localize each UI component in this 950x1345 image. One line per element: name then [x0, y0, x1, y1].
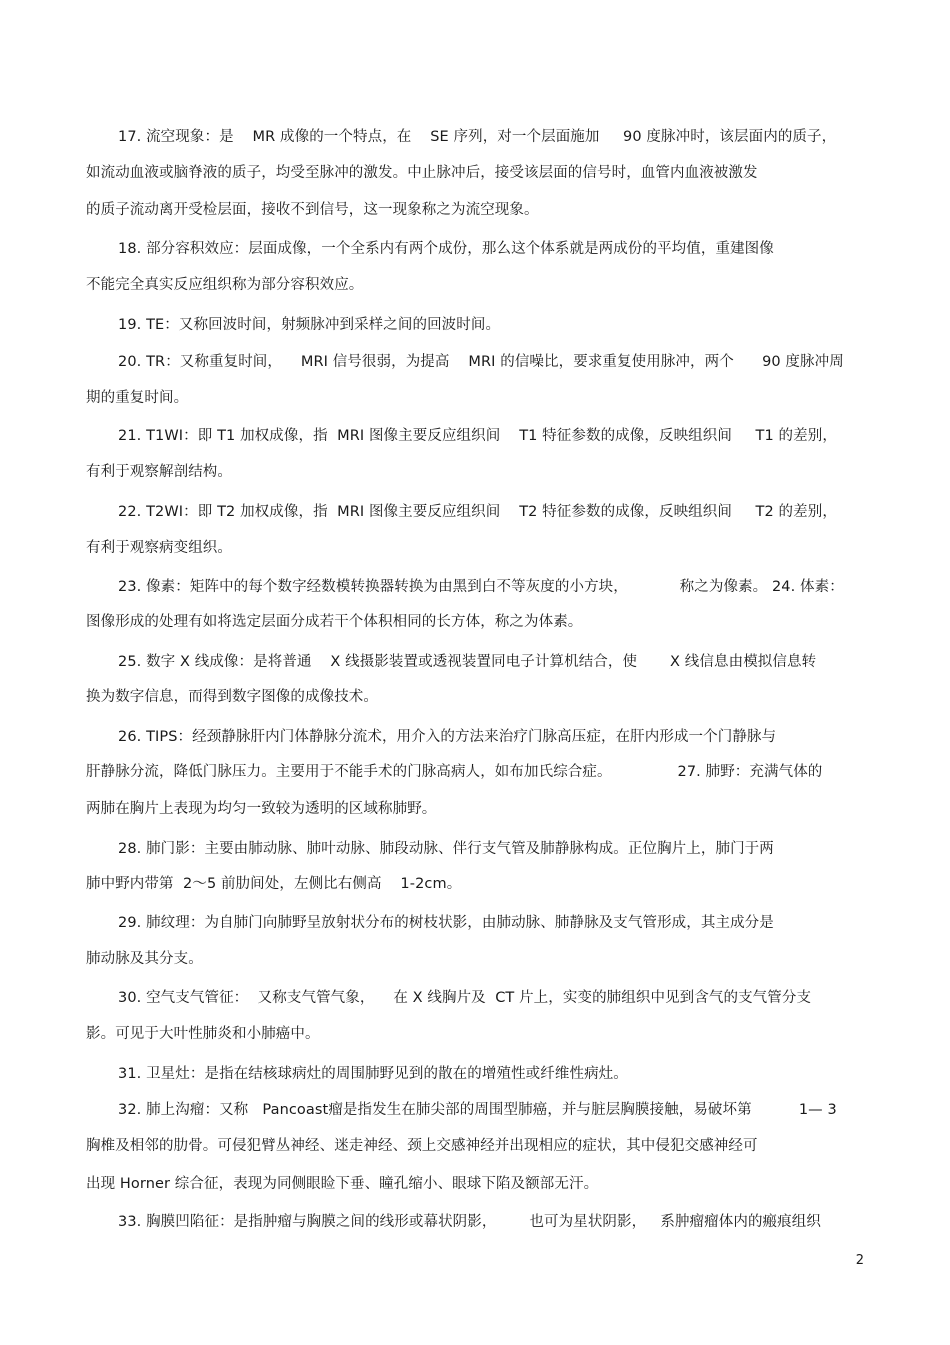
paragraph-20-line-1: 20. TR：又称重复时间， MRI 信号很弱，为提高 MRI 的信噪比，要求重复使用脉冲，两个 90 度脉冲周	[118, 354, 844, 370]
paragraph-22-line-2: 有利于观察病变组织。	[86, 540, 232, 556]
paragraph-23-line-1: 23. 像素：矩阵中的每个数字经数模转换器转换为由黑到白不等灰度的小方块， 称之为像素。 24. 体素：	[118, 579, 844, 595]
paragraph-17-line-1: 17. 流空现象：是 MR 成像的一个特点，在 SE 序列，对一个层面施加 90 度脉冲时，该层面内的质子，	[118, 129, 837, 145]
paragraph-28-line-1: 28. 肺门影：主要由肺动脉、肺叶动脉、肺段动脉、伴行支气管及肺静脉构成。正位胸片上，肺门于两	[118, 841, 774, 857]
paragraph-32-line-2: 胸椎及相邻的肋骨。可侵犯臂丛神经、迷走神经、颈上交感神经并出现相应的症状，其中侵犯交感神经可	[86, 1138, 758, 1154]
paragraph-32-line-3: 出现 Horner 综合征，表现为同侧眼睑下垂、瞳孔缩小、眼球下陷及额部无汗。	[86, 1176, 599, 1192]
paragraph-17-line-2: 如流动血液或脑脊液的质子，均受至脉冲的激发。中止脉冲后，接受该层面的信号时，血管内血液被激发	[86, 165, 758, 181]
paragraph-29-line-1: 29. 肺纹理：为自肺门向肺野呈放射状分布的树枝状影，由肺动脉、肺静脉及支气管形成，其主成分是	[118, 915, 774, 931]
paragraph-22-line-1: 22. T2WI：即 T2 加权成像，指 MRI 图像主要反应组织间 T2 特征参数的成像，反映组织间 T2 的差别，	[118, 504, 837, 520]
paragraph-29-line-2: 肺动脉及其分支。	[86, 951, 203, 967]
paragraph-31-line-1: 31. 卫星灶：是指在结核球病灶的周围肺野见到的散在的增殖性或纤维性病灶。	[118, 1066, 628, 1082]
paragraph-33-line-1: 33. 胸膜凹陷征：是指肿瘤与胸膜之间的线形或幕状阴影， 也可为星状阴影， 系肿瘤瘤体内的瘢痕组织	[118, 1214, 821, 1230]
paragraph-30-line-2: 影。可见于大叶性肺炎和小肺癌中。	[86, 1026, 320, 1042]
paragraph-27-line-2: 两肺在胸片上表现为均匀一致较为透明的区域称肺野。	[86, 801, 437, 817]
paragraph-25-line-2: 换为数字信息，而得到数字图像的成像技术。	[86, 689, 378, 705]
paragraph-18-line-2: 不能完全真实反应组织称为部分容积效应。	[86, 277, 364, 293]
paragraph-21-line-2: 有利于观察解剖结构。	[86, 464, 232, 480]
paragraph-28-line-2: 肺中野内带第 2～5 前肋间处，左侧比右侧高 1-2cm。	[86, 876, 462, 892]
paragraph-21-line-1: 21. T1WI：即 T1 加权成像，指 MRI 图像主要反应组织间 T1 特征参数的成像，反映组织间 T1 的差别，	[118, 428, 837, 444]
paragraph-20-line-2: 期的重复时间。	[86, 390, 189, 406]
paragraph-26-line-2: 肝静脉分流，降低门脉压力。主要用于不能手术的门脉高病人，如布加氏综合症。 27. 肺野：充满气体的	[86, 764, 823, 780]
paragraph-17-line-3: 的质子流动离开受检层面，接收不到信号，这一现象称之为流空现象。	[86, 202, 539, 218]
paragraph-32-line-1: 32. 肺上沟瘤：又称 Pancoast瘤是指发生在肺尖部的周围型肺癌，并与脏层胸膜接触，易破坏第 1— 3	[118, 1102, 837, 1118]
paragraph-19-line-1: 19. TE：又称回波时间，射频脉冲到采样之间的回波时间。	[118, 317, 501, 333]
paragraph-26-line-1: 26. TIPS：经颈静脉肝内门体静脉分流术，用介入的方法来治疗门脉高压症，在肝内形成一个门静脉与	[118, 729, 777, 745]
paragraph-18-line-1: 18. 部分容积效应：层面成像，一个全系内有两个成份，那么这个体系就是两成份的平均值，重建图像	[118, 241, 774, 257]
page-number: 2	[855, 1253, 864, 1268]
paragraph-25-line-1: 25. 数字 X 线成像：是将普通 X 线摄影装置或透视装置同电子计算机结合，使 X 线信息由模拟信息转	[118, 654, 817, 670]
paragraph-23-line-2: 图像形成的处理有如将选定层面分成若干个体积相同的长方体，称之为体素。	[86, 614, 583, 630]
paragraph-30-line-1: 30. 空气支气管征： 又称支气管气象， 在 X 线胸片及 CT 片上，实变的肺组织中见到含气的支气管分支	[118, 990, 812, 1006]
